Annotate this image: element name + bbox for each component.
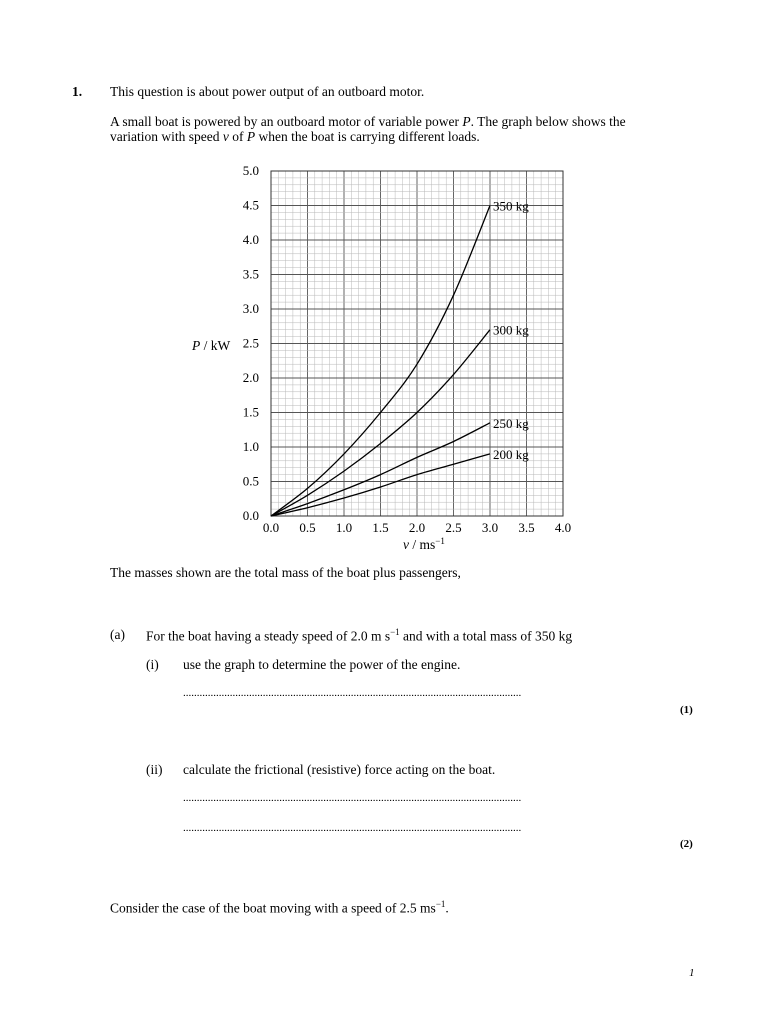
question-paragraph-line-1 [110,115,626,129]
series-label: 200 kg [493,446,529,462]
sub-i-marks: (1) [680,704,693,716]
masses-note: The masses shown are the total mass of the boat plus passengers, [110,565,461,580]
page-number: 1 [689,967,695,979]
power-speed-graph [170,155,590,555]
part-a-unit-sup: −1 [390,627,400,637]
symbol-P: P [246,129,256,144]
x-axis-var: v [403,537,409,552]
y-tick-label: 2.0 [242,370,259,385]
para-text: A small boat is powered by an outboard motor of variable power [110,114,463,129]
part-a-text-end: and with a total mass of 350 kg [399,628,573,644]
question-intro: This question is about power output of an outboard motor. [110,84,425,99]
y-tick-label: 4.0 [242,232,259,247]
y-tick-label: 4.5 [242,197,259,213]
sub-ii-marks: (2) [680,838,693,850]
sub-ii-text: calculate the frictional (resistive) force acting on the boat. [183,762,496,777]
y-tick-label: 0.0 [242,508,259,523]
part-a-text [146,628,572,643]
chart-axis-labels [191,335,445,552]
y-tick-label: 0.5 [242,473,259,489]
x-tick-label: 3.5 [518,520,535,535]
sub-ii-answer-line-1[interactable]: ........................................................................................................................... [183,792,522,804]
x-axis-label [403,536,445,552]
y-axis-unit: / kW [200,338,231,353]
question-number: 1. [72,84,83,99]
y-tick-label: 3.0 [242,301,259,316]
x-axis-unit: / ms [409,537,436,552]
x-tick-label: 1.0 [335,520,353,535]
consider-text [110,900,449,915]
consider-text-end: . [445,900,449,916]
part-a-text-main: For the boat having a steady speed of 2.0 m s [146,628,391,644]
sub-i-text: use the graph to determine the power of the engine. [183,657,461,672]
y-axis-var: P [192,338,201,353]
para-text: of [228,129,247,144]
y-tick-label: 1.0 [242,439,259,454]
sub-ii-answer-line-2[interactable]: ........................................................................................................................... [183,822,522,834]
x-tick-label: 2.0 [408,520,426,535]
y-axis-label [191,338,231,353]
chart-tick-labels [243,163,571,535]
x-tick-label: 1.5 [372,520,389,535]
para-text: when the boat is carrying different loads. [255,129,480,144]
y-tick-label: 3.5 [242,266,259,282]
symbol-v: v [222,129,229,144]
x-tick-label: 4.0 [554,520,572,535]
y-tick-label: 2.5 [242,335,259,351]
para-text: . The graph below shows the [470,114,626,129]
x-tick-label: 0.0 [262,520,280,535]
series-label: 250 kg [493,415,529,431]
y-tick-label: 1.5 [242,404,259,420]
x-tick-label: 3.0 [481,520,499,535]
x-tick-label: 2.5 [445,520,462,535]
y-tick-label: 5.0 [242,163,259,178]
chart-series-labels [493,199,529,462]
question-paragraph-line-2 [110,130,480,144]
x-tick-label: 0.5 [299,520,316,535]
part-a-label: (a) [110,627,125,642]
sub-i-label: (i) [146,657,159,672]
series-label: 300 kg [493,322,529,338]
consider-text-main: Consider the case of the boat moving with a speed of 2.5 ms [110,900,436,916]
series-label: 350 kg [493,198,529,214]
para-text: variation with speed [110,129,223,144]
x-axis-unit-sup: −1 [435,536,445,546]
sub-ii-label: (ii) [146,762,163,777]
sub-i-answer-line[interactable]: ........................................................................................................................... [183,687,522,699]
symbol-P: P [462,114,471,129]
consider-unit-sup: −1 [435,899,446,909]
chart-grid [271,171,563,516]
